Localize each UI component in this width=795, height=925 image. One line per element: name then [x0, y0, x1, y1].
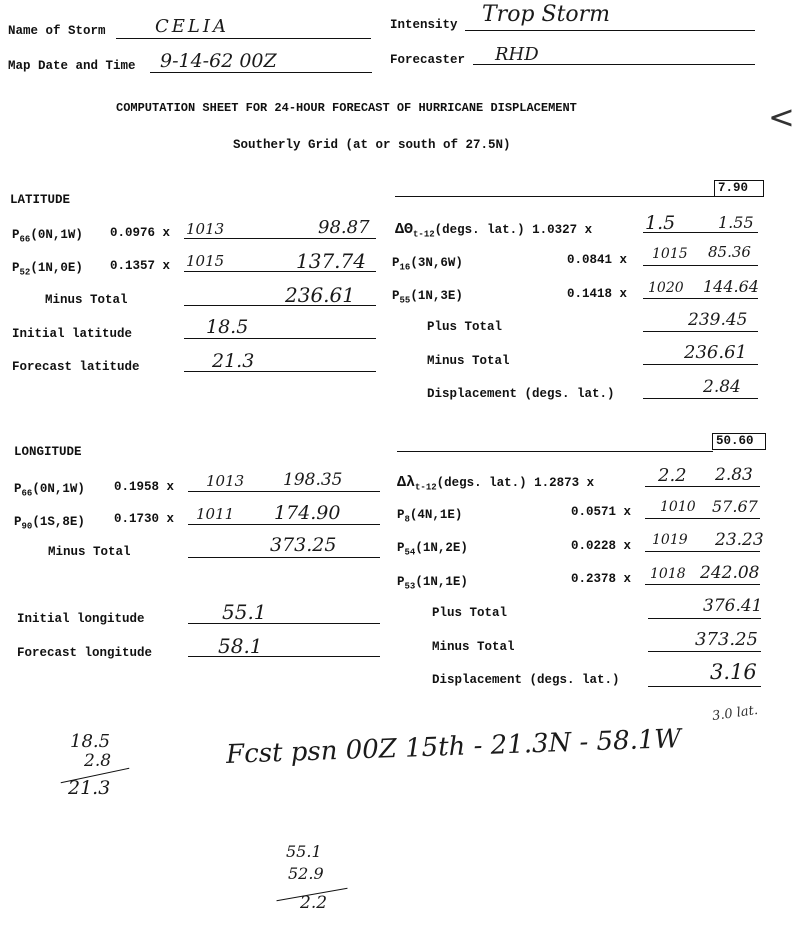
lon-p53-product: 242.08: [700, 563, 760, 583]
lon-p8-label: $P_8(4N,1E)$: [397, 508, 463, 525]
calc2-line1: 55.1: [286, 842, 322, 861]
lon-p53-label: $P_{53}(1N,1E)$: [397, 575, 468, 592]
lon-dlambda-product: 2.83: [715, 465, 753, 485]
lon-p54-label: $P_{54}(1N,2E)$: [397, 541, 468, 558]
lon-displacement-label: Displacement (degs. lat.): [432, 673, 620, 687]
intensity-label: Intensity: [390, 18, 458, 32]
lon-minus-total2-value: 373.25: [695, 629, 758, 650]
lon-p90-coef: 0.1730 x: [114, 512, 175, 526]
calc2-line3: 2.2: [300, 893, 328, 913]
lon-p90-label: $P_{90}(1S,8E)$: [14, 515, 85, 532]
sheet-subtitle: Southerly Grid (at or south of 27.5N): [233, 138, 511, 152]
lat-p16-product: 85.36: [708, 243, 751, 261]
lon-displacement-value: 3.16: [710, 660, 757, 684]
latitude-heading: LATITUDE: [10, 193, 71, 207]
map-date-value: 9-14-62 00Z: [160, 50, 277, 72]
lat-plus-total-label: Plus Total: [427, 320, 503, 334]
lon-minus-total2-label: Minus Total: [432, 640, 515, 654]
lat-displacement-label: Displacement (degs. lat.): [427, 387, 615, 401]
lon-p8-product: 57.67: [712, 497, 758, 516]
lat-p52-product: 137.74: [296, 249, 366, 273]
forecast-longitude-label: Forecast longitude: [17, 646, 153, 660]
side-note: 3.0 lat.: [711, 702, 759, 725]
lon-p66-product: 198.35: [283, 470, 343, 490]
lat-minus-total-label: Minus Total: [45, 293, 128, 307]
calc1-line3: 21.3: [68, 777, 111, 799]
latitude-box-value: 7.90: [714, 180, 764, 197]
initial-latitude-label: Initial latitude: [12, 327, 133, 341]
lon-plus-total-value: 376.41: [703, 596, 763, 616]
lat-p66-coef: 0.0976 x: [110, 226, 171, 240]
calc1-line2: 2.8: [84, 751, 112, 771]
lon-p54-input: 1019: [652, 532, 688, 548]
map-date-label: Map Date and Time: [8, 59, 136, 73]
forecast-position-note: Fcst psn 00Z 15th - 21.3N - 58.1W: [225, 724, 682, 770]
lon-p53-input: 1018: [650, 566, 686, 582]
lat-p55-product: 144.64: [703, 277, 759, 296]
initial-latitude-value: 18.5: [206, 316, 249, 338]
lat-displacement-value: 2.84: [703, 377, 741, 397]
lon-p66-coef: 0.1958 x: [114, 480, 175, 494]
calc2-line2: 52.9: [288, 864, 324, 883]
lat-p16-label: $P_{16}(3N,6W)$: [392, 256, 463, 273]
lat-p16-input: 1015: [652, 246, 688, 262]
lon-p90-input: 1011: [196, 505, 235, 523]
lon-p54-coef: 0.0228 x: [571, 539, 632, 553]
sheet-title: COMPUTATION SHEET FOR 24-HOUR FORECAST OF HURRICANE DISPLACEMENT: [116, 101, 577, 115]
lon-minus-total-value: 373.25: [270, 534, 337, 556]
calc1-line1: 18.5: [70, 731, 111, 752]
lon-p8-coef: 0.0571 x: [571, 505, 632, 519]
lon-p90-product: 174.90: [274, 502, 341, 524]
intensity-value: Trop Storm: [482, 2, 611, 27]
lon-p54-product: 23.23: [715, 530, 764, 550]
lon-minus-total-label: Minus Total: [48, 545, 131, 559]
lat-dtheta-input: 1.5: [645, 212, 676, 234]
forecast-latitude-label: Forecast latitude: [12, 360, 140, 374]
forecaster-value: RHD: [495, 44, 539, 65]
lat-p52-label: $P_{52}(1N,0E)$: [12, 261, 83, 278]
initial-longitude-value: 55.1: [222, 600, 267, 624]
initial-longitude-label: Initial longitude: [17, 612, 145, 626]
lon-dlambda-label: $\Delta\lambda_{t-12}(degs$. lat.) 1.2873 x: [397, 474, 595, 493]
lat-plus-total-value: 239.45: [688, 310, 748, 330]
lat-p55-coef: 0.1418 x: [567, 287, 628, 301]
forecast-latitude-value: 21.3: [212, 350, 255, 372]
lat-p66-product: 98.87: [318, 217, 370, 238]
lon-p53-coef: 0.2378 x: [571, 572, 632, 586]
lat-p16-coef: 0.0841 x: [567, 253, 628, 267]
lat-minus-total2-value: 236.61: [684, 342, 747, 363]
lat-p52-input: 1015: [186, 252, 225, 270]
lon-p8-input: 1010: [660, 499, 696, 515]
storm-name-label: Name of Storm: [8, 24, 106, 38]
lon-p66-label: $P_{66}(0N,1W)$: [14, 482, 85, 499]
lat-minus-total-value: 236.61: [285, 283, 355, 307]
forecast-longitude-value: 58.1: [218, 634, 263, 658]
lon-p66-input: 1013: [206, 472, 245, 490]
forecaster-label: Forecaster: [390, 53, 466, 67]
lat-dtheta-label: $\Delta\Theta_{t-12}(degs$. lat.) 1.0327 x: [395, 221, 593, 240]
lat-p55-label: $P_{55}(1N,3E)$: [392, 289, 463, 306]
page-edge-mark: <: [768, 98, 795, 136]
lat-p66-label: $P_{66}(0N,1W)$: [12, 228, 83, 245]
longitude-heading: LONGITUDE: [14, 445, 82, 459]
lon-plus-total-label: Plus Total: [432, 606, 508, 620]
longitude-box-value: 50.60: [712, 433, 766, 450]
lat-dtheta-product: 1.55: [718, 213, 754, 232]
lat-p55-input: 1020: [648, 280, 684, 296]
lon-dlambda-input: 2.2: [658, 465, 687, 486]
lat-minus-total2-label: Minus Total: [427, 354, 510, 368]
storm-name-value: CELIA: [155, 16, 229, 37]
lat-p66-input: 1013: [186, 220, 225, 238]
lat-p52-coef: 0.1357 x: [110, 259, 171, 273]
